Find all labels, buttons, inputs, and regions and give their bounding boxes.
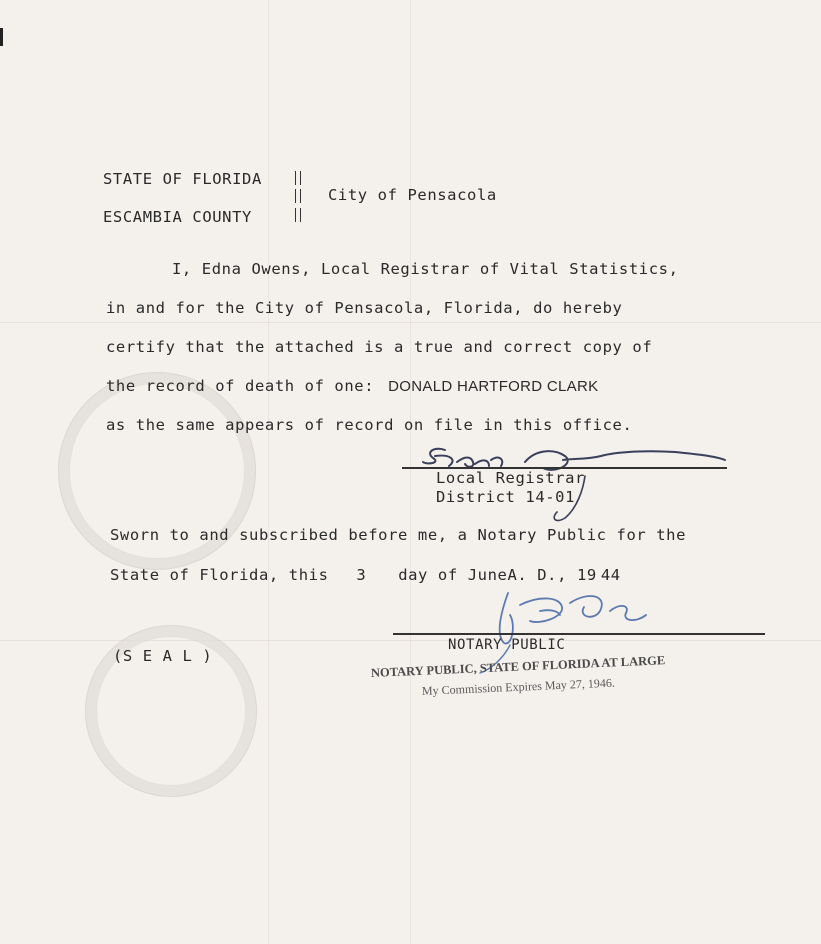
body-line-4 — [106, 377, 598, 395]
decedent-name: DONALD HARTFORD CLARK — [388, 378, 599, 395]
bracket-mark — [295, 208, 301, 222]
sworn-day: 3 — [356, 566, 367, 584]
seal-label: (S E A L ) — [113, 647, 213, 665]
body-line-5: as the same appears of record on file in this office. — [106, 416, 633, 434]
sworn-prefix: State of Florida, this — [110, 566, 329, 584]
notary-stamp-line-1: NOTARY PUBLIC, STATE OF FLORIDA AT LARGE — [370, 653, 666, 680]
notary-stamp-line-2: My Commission Expires May 27, 1946. — [421, 675, 616, 698]
sworn-line-2 — [110, 566, 621, 584]
county-label: ESCAMBIA COUNTY — [103, 208, 252, 226]
edge-mark — [0, 28, 3, 46]
fold-line — [268, 0, 269, 944]
notary-signature-line — [393, 633, 765, 635]
body-line-3: certify that the attached is a true and correct copy of — [106, 338, 653, 356]
registrar-title: Local Registrar — [436, 469, 585, 487]
body-line-1: I, Edna Owens, Local Registrar of Vital Statistics, — [172, 260, 679, 278]
sworn-month: June — [467, 566, 508, 584]
bracket-mark — [295, 171, 301, 185]
record-prefix: the record of death of one: — [106, 377, 375, 395]
sworn-year: 44 — [600, 566, 621, 584]
sworn-era: A. D., 19 — [507, 566, 597, 584]
bracket-mark — [295, 189, 301, 203]
body-line-2: in and for the City of Pensacola, Florida, do hereby — [106, 299, 623, 317]
registrar-district: District 14-01 — [436, 488, 576, 506]
sworn-day-label: day of — [398, 566, 458, 584]
notary-title: NOTARY PUBLIC — [448, 637, 566, 653]
sworn-line-1: Sworn to and subscribed before me, a Notary Public for the — [110, 526, 687, 544]
state-label: STATE OF FLORIDA — [103, 170, 262, 188]
city-label: City of Pensacola — [328, 186, 497, 204]
